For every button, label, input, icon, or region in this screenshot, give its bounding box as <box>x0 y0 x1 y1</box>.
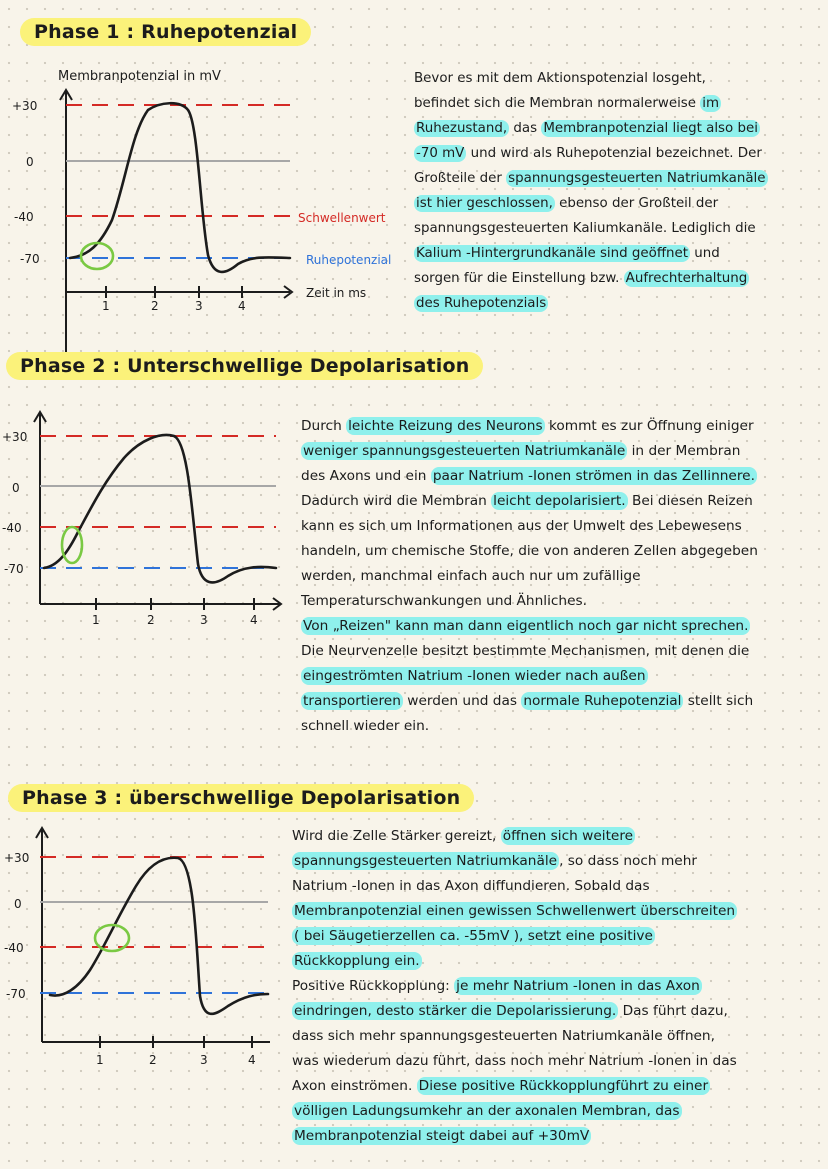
y-tick: -70 <box>4 562 24 576</box>
phase1-graph <box>0 60 400 320</box>
text-segment: Bei diesen Reizen <box>627 493 753 509</box>
phase1-highlight-circle <box>81 243 113 269</box>
text-line <box>292 924 737 949</box>
highlighted-text: eingeströmten Natrium -Ionen wieder nach außen <box>303 668 646 684</box>
text-segment: Durch <box>301 418 347 434</box>
x-tick: 4 <box>238 299 246 313</box>
text-segment: Die Neurvenzelle besitzt bestimmte Mechanismen, mit denen die <box>301 643 750 659</box>
highlighted-text: völligen Ladungsumkehr an der axonalen Membran, das <box>294 1103 680 1119</box>
y-tick: +30 <box>2 430 28 444</box>
highlighted-text: weniger spannungsgesteuerten Natriumkanäle <box>303 443 626 459</box>
phase1-axis-title: Membranpotenzial in mV <box>58 69 221 84</box>
text-segment: Bevor es mit dem Aktionspotenzial losgeht, <box>414 71 706 86</box>
highlighted-text: eindringen, desto stärker die Depolarissierung. <box>294 1003 617 1019</box>
x-tick: 3 <box>200 1053 208 1067</box>
text-segment: kann es sich um Informationen aus der Umwelt des Lebewesens <box>301 518 742 534</box>
highlighted-text: paar Natrium -Ionen strömen in das Zellinnere. <box>432 468 755 484</box>
text-line <box>292 949 737 974</box>
text-line <box>301 589 758 614</box>
text-line <box>414 266 768 291</box>
text-line <box>301 614 758 639</box>
text-segment: und wird als Ruhepotenzial bezeichnet. Der <box>466 146 762 161</box>
text-segment: werden und das <box>402 693 522 709</box>
text-segment: handeln, um chemische Stoffe, die von anderen Zellen abgegeben <box>301 543 758 559</box>
text-line <box>292 1099 737 1124</box>
highlighted-text: Membranpotenzial einen gewissen Schwellenwert überschreiten <box>294 903 736 919</box>
text-line <box>414 216 768 241</box>
highlighted-text: im <box>702 96 720 111</box>
y-tick: -70 <box>6 987 26 1001</box>
y-tick: -70 <box>20 252 40 266</box>
phase1-paragraph <box>414 66 768 316</box>
phase3-y-ticks <box>4 851 29 1001</box>
text-line <box>414 191 768 216</box>
text-line <box>301 639 758 664</box>
text-line <box>414 291 768 316</box>
text-segment: Dadurch wird die Membran <box>301 493 492 509</box>
highlighted-text: Membranpotenzial steigt dabei auf +30mV <box>294 1128 590 1144</box>
text-line <box>292 1124 737 1149</box>
text-line <box>414 241 768 266</box>
x-tick: 3 <box>200 613 208 627</box>
highlighted-text: je mehr Natrium -Ionen in das Axon <box>456 978 700 994</box>
text-segment: das <box>509 121 542 136</box>
highlighted-text: spannungsgesteuerten Natriumkanäle <box>508 171 766 186</box>
text-line <box>414 166 768 191</box>
text-segment: , so dass noch mehr <box>559 853 697 869</box>
text-line <box>301 664 758 689</box>
text-line <box>414 66 768 91</box>
highlighted-text: ist hier geschlossen, <box>416 196 553 211</box>
text-segment: befindet sich die Membran normalerweise <box>414 96 701 111</box>
y-tick: +30 <box>4 851 30 865</box>
threshold-label: Schwellenwert <box>298 211 386 225</box>
text-line <box>292 999 737 1024</box>
text-segment: werden, manchmal einfach auch nur um zufällige <box>301 568 641 584</box>
y-tick: -40 <box>4 941 24 955</box>
text-line <box>292 1049 737 1074</box>
phase2-y-ticks <box>2 430 27 576</box>
text-segment: Natrium -Ionen in das Axon diffundieren. Sobald das <box>292 878 650 894</box>
text-line <box>301 714 758 739</box>
highlighted-text: des Ruhepotenzials <box>416 296 547 311</box>
x-tick: 3 <box>195 299 203 313</box>
text-segment: was wiederum dazu führt, dass noch mehr Natrium -Ionen in das <box>292 1053 737 1069</box>
text-line <box>292 874 737 899</box>
x-tick: 4 <box>248 1053 256 1067</box>
phase1-heading: Phase 1 : Ruhepotenzial <box>20 18 311 46</box>
x-axis-label: Zeit in ms <box>306 286 367 300</box>
text-segment: Das führt dazu, <box>618 1003 728 1019</box>
text-segment: sorgen für die Einstellung bzw. <box>414 271 624 286</box>
text-line <box>292 824 737 849</box>
text-segment: Positive Rückkopplung: <box>292 978 455 994</box>
phase1-action-potential-curve <box>70 103 290 272</box>
text-line <box>301 689 758 714</box>
highlighted-text: ( bei Säugetierzellen ca. -55mV ), setzt eine positive <box>294 928 653 944</box>
highlighted-text: leicht depolarisiert. <box>493 493 626 509</box>
y-tick: 0 <box>26 155 34 169</box>
x-tick: 1 <box>92 613 100 627</box>
phase2-graph <box>0 402 300 632</box>
x-tick: 2 <box>147 613 155 627</box>
text-segment: Temperaturschwankungen und Ähnliches. <box>301 593 587 609</box>
text-line <box>301 514 758 539</box>
text-segment: in der Membran <box>627 443 741 459</box>
text-segment: Großteile der <box>414 171 507 186</box>
text-segment: kommt es zur Öffnung einiger <box>544 418 754 434</box>
phase1-y-ticks <box>12 99 40 266</box>
y-tick: +30 <box>12 99 38 113</box>
x-tick: 2 <box>151 299 159 313</box>
text-segment: spannungsgesteuerten Kaliumkanäle. Lediglich die <box>414 221 756 236</box>
text-line <box>414 116 768 141</box>
text-line <box>414 141 768 166</box>
highlighted-text: Ruhezustand, <box>416 121 508 136</box>
text-segment: des Axons und ein <box>301 468 431 484</box>
phase3-graph <box>0 820 290 1080</box>
text-line <box>301 564 758 589</box>
highlighted-text: Membranpotenzial liegt also bei <box>543 121 758 136</box>
highlighted-text: öffnen sich weitere <box>502 828 634 844</box>
phase3-action-potential-curve <box>50 858 268 1014</box>
text-segment: stellt sich <box>683 693 754 709</box>
highlighted-text: transportieren <box>303 693 401 709</box>
text-segment: ebenso der Großteil der <box>554 196 719 211</box>
rest-label: Ruhepotenzial <box>306 253 392 267</box>
highlighted-text: normale Ruhepotenzial <box>523 693 682 709</box>
text-line <box>292 849 737 874</box>
text-line <box>301 439 758 464</box>
text-line <box>292 1074 737 1099</box>
highlighted-text: Von „Reizen" kann man dann eigentlich noch gar nicht sprechen. <box>303 618 749 634</box>
text-segment: schnell wieder ein. <box>301 718 430 734</box>
text-line <box>292 1024 737 1049</box>
y-tick: 0 <box>14 897 22 911</box>
phase2-paragraph <box>301 414 758 739</box>
highlighted-text: Diese positive Rückkopplungführt zu einer <box>418 1078 709 1094</box>
text-segment: dass sich mehr spannungsgesteuerten Natriumkanäle öffnen, <box>292 1028 715 1044</box>
highlighted-text: Kalium -Hintergrundkanäle sind geöffnet <box>416 246 689 261</box>
phase3-heading: Phase 3 : überschwellige Depolarisation <box>8 784 474 812</box>
y-tick: -40 <box>2 521 22 535</box>
text-line <box>292 899 737 924</box>
text-line <box>301 464 758 489</box>
text-segment: und <box>690 246 720 261</box>
text-line <box>292 974 737 999</box>
y-tick: -40 <box>14 210 34 224</box>
phase3-paragraph <box>292 824 737 1149</box>
text-line <box>301 539 758 564</box>
text-line <box>414 91 768 116</box>
x-tick: 1 <box>96 1053 104 1067</box>
y-tick: 0 <box>12 481 20 495</box>
text-line <box>301 414 758 439</box>
highlighted-text: Aufrechterhaltung <box>625 271 748 286</box>
highlighted-text: leichte Reizung des Neurons <box>348 418 543 434</box>
phase2-heading: Phase 2 : Unterschwellige Depolarisation <box>6 352 483 380</box>
text-line <box>301 489 758 514</box>
highlighted-text: spannungsgesteuerten Natriumkanäle <box>294 853 558 869</box>
highlighted-text: -70 mV <box>416 146 465 161</box>
highlighted-text: Rückkopplung ein. <box>294 953 420 969</box>
text-segment: Wird die Zelle Stärker gereizt, <box>292 828 501 844</box>
x-tick: 2 <box>149 1053 157 1067</box>
x-tick: 4 <box>250 613 258 627</box>
text-segment: Axon einströmen. <box>292 1078 417 1094</box>
x-tick: 1 <box>102 299 110 313</box>
